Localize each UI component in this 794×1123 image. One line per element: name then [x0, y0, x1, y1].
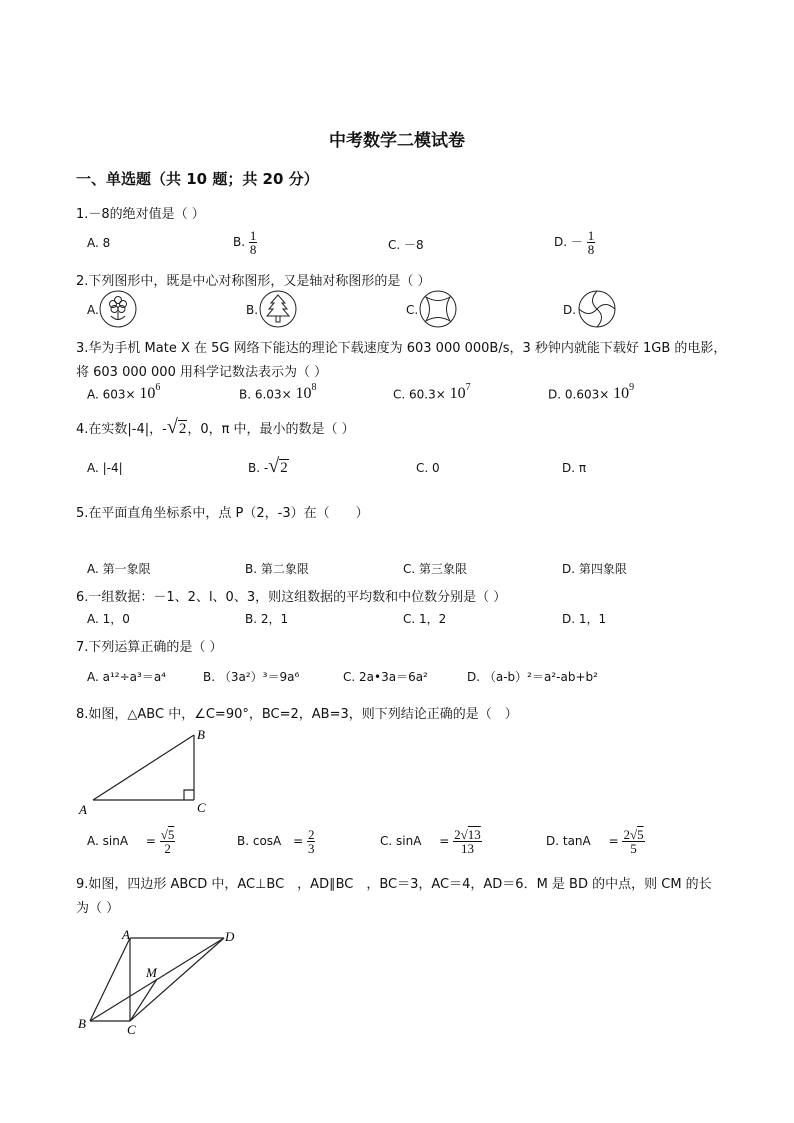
right-angle-mark [184, 790, 194, 800]
q4-option-d[interactable]: D. π [562, 461, 587, 475]
q1-b-label: B. [233, 235, 246, 249]
section-heading: 一、单选题（共 10 题；共 20 分） [76, 170, 319, 188]
q1-option-c[interactable]: C. －8 [388, 238, 424, 252]
question-6-stem: 6.一组数据：－1、2、l、0、3，则这组数据的平均数和中位数分别是（ ） [76, 590, 507, 605]
q1-b-fraction: $\frac{1}{8}$ [249, 228, 257, 257]
q8-c-fraction: $\frac{2√13}{13}$ [454, 827, 481, 856]
vertex-d-label: D [225, 929, 235, 944]
q9-quadrilateral-figure [76, 924, 242, 1036]
q5-option-c[interactable]: C. 第三象限 [403, 562, 468, 576]
q4-option-c[interactable]: C. 0 [416, 461, 440, 475]
q2-option-b[interactable]: B. [246, 303, 259, 317]
q8-c-eq: = [439, 834, 450, 848]
question-4-stem [76, 416, 355, 439]
curved-square-icon [419, 290, 457, 328]
q4-option-b[interactable] [248, 455, 289, 478]
question-5-stem: 5.在平面直角坐标系中，点 P（2，-3）在（ ） [76, 506, 369, 521]
q8-a-label: A. sinA [87, 834, 129, 848]
vertex-c-label: C [197, 800, 206, 815]
vertex-a-label: A [79, 802, 87, 817]
q8-triangle-figure [78, 726, 218, 818]
q3-option-d[interactable] [548, 384, 634, 403]
flower-pot-icon [99, 290, 137, 328]
q8-a-eq: = [145, 834, 156, 848]
q1-option-d[interactable] [554, 229, 595, 256]
q8-option-b[interactable] [237, 828, 315, 855]
q8-d-eq: = [608, 834, 619, 848]
q8-a-fraction: $\frac{√5}{2}$ [160, 827, 175, 856]
q8-b-label: B. cosA [237, 834, 282, 848]
q5-option-b[interactable]: B. 第二象限 [245, 562, 309, 576]
q8-b-eq: = [293, 834, 304, 848]
q3-option-b[interactable] [239, 384, 316, 403]
q4-option-a[interactable]: A. |-4| [87, 461, 123, 475]
q6-option-c[interactable]: C. 1，2 [403, 612, 447, 626]
q4-b-label: B. - [248, 461, 269, 475]
q8-d-label: D. tanA [546, 834, 591, 848]
side-ab [93, 735, 194, 800]
vertex-a-label: A [122, 927, 130, 942]
q6-option-a[interactable]: A. 1，0 [87, 612, 130, 626]
q3-a-power: $10^6$ [139, 382, 161, 403]
vertex-c-label: C [127, 1022, 136, 1037]
q4-stem-sqrt: √2 [166, 416, 187, 438]
question-2-stem: 2.下列图形中，既是中心对称图形，又是轴对称图形的是（ ） [76, 274, 431, 289]
q3-b-label: B. 6.03× [239, 387, 292, 402]
question-1-stem: 1.－8的绝对值是（ ） [76, 207, 205, 222]
q8-option-a[interactable] [87, 828, 175, 855]
q7-option-d[interactable]: D. （a-b）²＝a²-ab+b² [467, 670, 598, 684]
q1-option-b[interactable] [233, 229, 257, 256]
q2-option-d[interactable]: D. [563, 303, 577, 317]
q3-c-label: C. 60.3× [393, 387, 446, 402]
q8-option-d[interactable] [546, 828, 645, 855]
side-cd [130, 938, 224, 1021]
vertex-b-label: B [197, 727, 205, 742]
q4-b-sqrt: √2 [268, 455, 288, 477]
q3-option-a[interactable] [87, 384, 160, 403]
q2-option-c[interactable]: C. [406, 303, 419, 317]
q7-option-b[interactable]: B. （3a²）³＝9a⁶ [203, 670, 300, 684]
question-9-stem-line2: 为（ ） [76, 901, 120, 916]
q5-option-a[interactable]: A. 第一象限 [87, 562, 151, 576]
q8-b-fraction: $\frac{2}{3}$ [307, 827, 315, 856]
q2-option-a[interactable]: A. [87, 303, 99, 317]
q3-d-label: D. 0.603× [548, 387, 610, 402]
q3-a-label: A. 603× [87, 387, 136, 402]
q4-stem-post: ，0，π 中，最小的数是（ ） [187, 422, 355, 437]
q1-d-fraction: $\frac{1}{8}$ [587, 228, 595, 257]
q3-option-c[interactable] [393, 384, 471, 403]
q3-d-power: $10^9$ [613, 382, 635, 403]
question-3-stem-line1: 3.华为手机 Mate X 在 5G 网络下能达的理论下载速度为 603 000 000B/s，3 秒钟内就能下载好 1GB 的电影， [76, 341, 727, 356]
q8-d-fraction: $\frac{2√5}{5}$ [623, 827, 644, 856]
q1-d-label: D. － [554, 235, 583, 249]
question-9-stem-line1: 9.如图，四边形 ABCD 中，AC⊥BC ，AD∥BC ，BC＝3，AC＝4，AD＝6．M 是 BD 的中点，则 CM 的长 [76, 877, 712, 892]
question-8-stem: 8.如图，△ABC 中，∠C=90°，BC=2，AB=3，则下列结论正确的是（ ） [76, 707, 518, 722]
question-3-stem-line2: 将 603 000 000 用科学记数法表示为（ ） [76, 365, 328, 380]
q8-option-c[interactable] [380, 828, 482, 855]
q3-b-power: $10^8$ [295, 382, 317, 403]
q4-stem-pre: 4.在实数|-4|，- [76, 422, 167, 437]
q7-option-c[interactable]: C. 2a•3a＝6a² [343, 670, 428, 684]
q6-option-b[interactable]: B. 2，1 [245, 612, 289, 626]
page-title: 中考数学二模试卷 [329, 131, 465, 151]
q6-option-d[interactable]: D. 1，1 [562, 612, 607, 626]
q5-option-d[interactable]: D. 第四象限 [562, 562, 627, 576]
tree-icon [259, 290, 297, 328]
pinwheel-icon [578, 290, 616, 328]
question-7-stem: 7.下列运算正确的是（ ） [76, 640, 223, 655]
point-m-label: M [146, 965, 157, 980]
q8-c-label: C. sinA [380, 834, 422, 848]
q3-c-power: $10^7$ [449, 382, 471, 403]
q7-option-a[interactable]: A. a¹²÷a³＝a⁴ [87, 670, 166, 684]
vertex-b-label: B [78, 1016, 86, 1031]
q1-option-a[interactable]: A. 8 [87, 236, 111, 250]
